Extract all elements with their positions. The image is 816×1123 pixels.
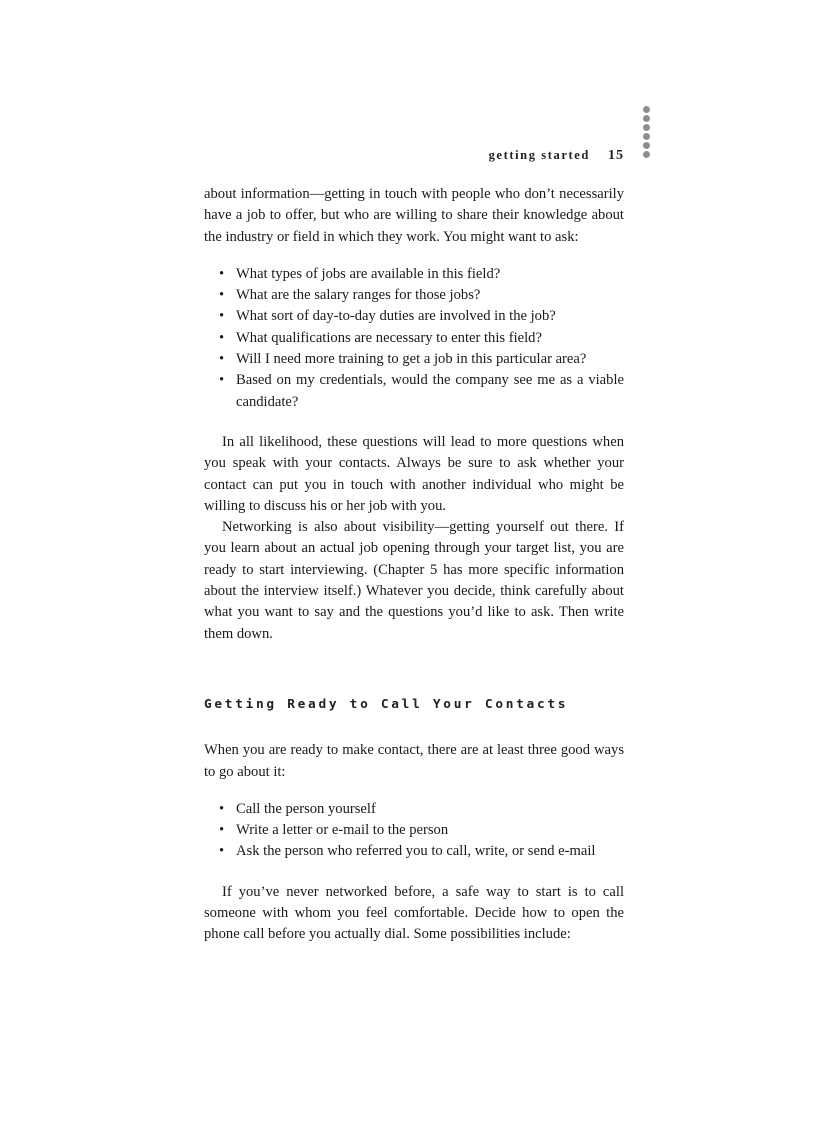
bullet-icon: • xyxy=(219,308,225,325)
running-head-title: getting started xyxy=(488,148,590,162)
list-item: • What are the salary ranges for those jobs? xyxy=(219,285,624,306)
list-item: • What types of jobs are available in this field? xyxy=(219,264,624,285)
paragraph-make-contact: When you are ready to make contact, there are at least three good ways to go about it: xyxy=(204,742,624,780)
dot-icon xyxy=(643,115,650,122)
list-item: • Will I need more training to get a job in this particular area? xyxy=(219,349,624,370)
bullet-icon: • xyxy=(219,800,225,817)
dot-icon xyxy=(643,124,650,131)
paragraph-first-call: If you’ve never networked before, a safe way to start is to call someone with whom you feel comfortable. Decide how to open the phone call before you actually dial. Some possibilities include: xyxy=(204,883,624,943)
list-item: • Ask the person who referred you to call, write, or send e-mail xyxy=(219,841,624,862)
bullet-icon: • xyxy=(219,351,225,368)
paragraph-visibility: Networking is also about visibility—getting yourself out there. If you learn about an actual job opening through your target list, you are ready to start interviewing. (Chapter 5 has more specific information about the interview itself.) Whatever you decide, think carefully about what you want to say and the questions you’d like to ask. Then write them down. xyxy=(204,519,624,642)
questions-list xyxy=(204,264,624,413)
list-item: • Write a letter or e-mail to the person xyxy=(219,820,624,841)
dot-icon xyxy=(643,151,650,158)
bullet-icon: • xyxy=(219,372,225,389)
section-heading: Getting Ready to Call Your Contacts xyxy=(204,696,569,712)
paragraph-intro: about information—getting in touch with people who don’t necessarily have a job to offer, but who are willing to share their knowledge about the industry or field in which they work. You might want to ask: xyxy=(204,186,624,245)
dot-icon xyxy=(643,106,650,113)
dot-icon xyxy=(643,133,650,140)
list-item: • Call the person yourself xyxy=(219,799,624,820)
bullet-icon: • xyxy=(219,329,225,346)
bullet-icon: • xyxy=(219,287,225,304)
dot-icon xyxy=(643,142,650,149)
contact-methods-list xyxy=(204,799,624,863)
bullet-icon: • xyxy=(219,843,225,860)
paragraph-likelihood: In all likelihood, these questions will lead to more questions when you speak with your contacts. Always be sure to ask whether your contact can put you in touch with another individual who might be willing to discuss his or her job with you. xyxy=(204,433,624,514)
list-item: • Based on my credentials, would the company see me as a viable candidate? xyxy=(219,372,624,410)
body-text xyxy=(204,184,624,946)
running-head xyxy=(204,148,624,164)
page-number: 15 xyxy=(608,148,624,163)
bullet-icon: • xyxy=(219,822,225,839)
list-item: • What qualifications are necessary to enter this field? xyxy=(219,328,624,349)
decorative-dots xyxy=(643,106,653,160)
list-item: • What sort of day-to-day duties are involved in the job? xyxy=(219,306,624,327)
bullet-icon: • xyxy=(219,265,225,282)
